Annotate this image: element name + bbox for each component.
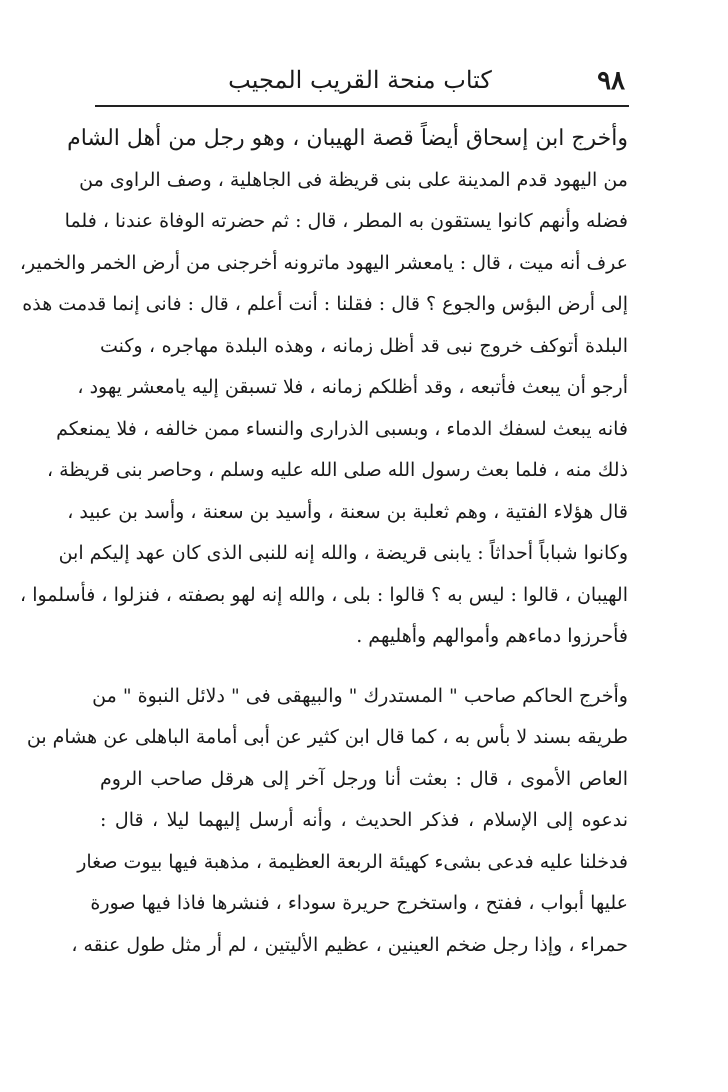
paragraph-1 <box>19 118 628 658</box>
text-line: ذلك منه ، فلما بعث رسول الله صلى الله عليه وسلم ، وحاصر بنى قريظة ، <box>46 459 628 481</box>
page-header <box>95 62 625 102</box>
text-line: وأخرج الحاكم صاحب " المستدرك " والبيهقى فى " دلائل النبوة " من <box>92 684 628 707</box>
header-rule <box>95 105 629 107</box>
text-line: وكانوا شباباً أحداثاً : يابنى قريضة ، والله إنه للنبى الذى كان عهد إليكم ابن <box>58 542 628 564</box>
paragraph-2 <box>26 676 628 967</box>
text-line: إلى أرض البؤس والجوع ؟ قال : فقلنا : أنت أعلم ، قال : فانى إنما قدمت هذه <box>22 293 628 315</box>
text-line: فضله وأنهم كانوا يستقون به المطر ، قال : ثم حضرته الوفاة عندنا ، فلما <box>64 210 628 232</box>
running-title: كتاب منحة القريب المجيب <box>228 66 492 94</box>
text-line: من اليهود قدم المدينة على بنى قريظة فى الجاهلية ، وصف الراوى من <box>79 168 628 191</box>
text-line: فأحرزوا دماءهم وأموالهم وأهليهم . <box>356 625 628 647</box>
text-line: طريقه بسند لا بأس به ، كما قال ابن كثير عن أبى أمامة الباهلى عن هشام بن <box>26 726 628 748</box>
text-line: عرف أنه ميت ، قال : يامعشر اليهود ماترونه أخرجنى من أرض الخمر والخمير، <box>19 251 628 274</box>
text-line: حمراء ، وإذا رجل ضخم العينين ، عظيم الأليتين ، لم أر مثل طول عنقه ، <box>71 933 628 956</box>
body-text <box>19 118 628 984</box>
text-line: عليها أبواب ، ففتح ، واستخرج حريرة سوداء ، فنشرها فاذا فيها صورة <box>90 892 628 914</box>
text-line: فانه يبعث لسفك الدماء ، وبسبى الذرارى والنساء ممن خالفه ، فلا يمنعكم <box>56 417 628 440</box>
text-line: أرجو أن يبعث فأتبعه ، وقد أظلكم زمانه ، فلا تسبقن إليه يامعشر يهود ، <box>77 376 628 398</box>
page-number: ٩٨ <box>597 66 625 96</box>
text-line: وأخرج ابن إسحاق أيضاً قصة الهيبان ، وهو رجل من أهل الشام <box>67 126 628 151</box>
text-line: فدخلنا عليه فدعى بشىء كهيئة الربعة العظيمة ، مذهبة فيها بيوت صغار <box>77 850 628 873</box>
text-line: البلدة أتوكف خروج نبى قد أظل زمانه ، وهذه البلدة مهاجره ، وكنت <box>100 334 628 357</box>
text-line: العاص الأموى ، قال : بعثت أنا ورجل آخر إلى هرقل صاحب الروم <box>100 767 628 790</box>
text-line: الهيبان ، قالوا : ليس به ؟ قالوا : بلى ، والله إنه لهو بصفته ، فنزلوا ، فأسلموا ، <box>20 583 628 606</box>
text-line: ندعوه إلى الإسلام ، فذكر الحديث ، وأنه أرسل إليهما ليلا ، قال : <box>100 809 628 831</box>
text-line: قال هؤلاء الفتية ، وهم ثعلبة بن سعنة ، وأسيد بن سعنة ، وأسد بن عبيد ، <box>67 500 628 523</box>
